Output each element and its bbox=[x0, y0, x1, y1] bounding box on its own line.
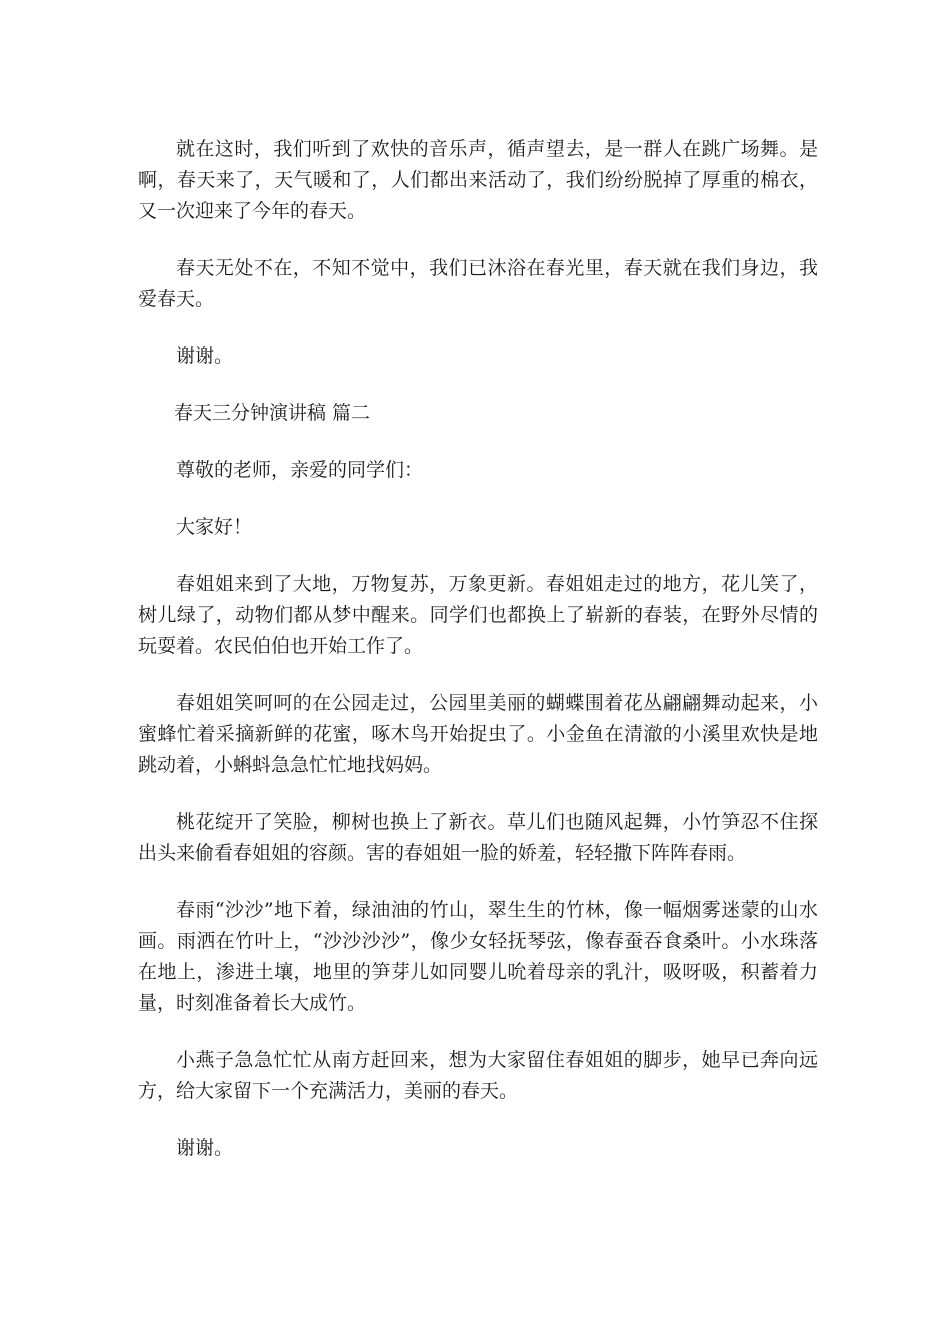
paragraph: 就在这时，我们听到了欢快的音乐声，循声望去，是一群人在跳广场舞。是啊，春天来了，天气暖和了，人们都出来活动了，我们纷纷脱掉了厚重的棉衣，又一次迎来了今年的春天。 bbox=[138, 138, 818, 222]
paragraph: 春姐姐笑呵呵的在公园走过，公园里美丽的蝴蝶围着花丛翩翩舞动起来，小蜜蜂忙着采摘新鲜的花蜜，啄木鸟开始捉虫了。小金鱼在清澈的小溪里欢快是地跳动着，小蝌蚪急急忙忙地找妈妈。 bbox=[138, 692, 818, 776]
paragraph: 春姐姐来到了大地，万物复苏，万象更新。春姐姐走过的地方，花儿笑了，树儿绿了，动物们都从梦中醒来。同学们也都换上了崭新的春装，在野外尽情的玩耍着。农民伯伯也开始工作了。 bbox=[138, 573, 818, 657]
paragraph: 春天无处不在，不知不觉中，我们已沐浴在春光里，春天就在我们身边，我爱春天。 bbox=[138, 257, 818, 310]
section-heading: 春天三分钟演讲稿 篇二 bbox=[174, 402, 371, 424]
greeting: 大家好！ bbox=[176, 516, 253, 538]
paragraph: 桃花绽开了笑脸，柳树也换上了新衣。草儿们也随风起舞，小竹笋忍不住探出头来偷看春姐姐的容颜。害的春姐姐一脸的娇羞，轻轻撒下阵阵春雨。 bbox=[138, 811, 818, 864]
paragraph: 小燕子急急忙忙从南方赶回来，想为大家留住春姐姐的脚步，她早已奔向远方，给大家留下一个充满活力，美丽的春天。 bbox=[138, 1049, 818, 1102]
paragraph: 谢谢。 bbox=[176, 345, 234, 367]
paragraph: 春雨“沙沙”地下着，绿油油的竹山，翠生生的竹林，像一幅烟雾迷蒙的山水画。雨洒在竹叶上，“沙沙沙沙”，像少女轻抚琴弦，像春蚕吞食桑叶。小水珠落在地上，渗进土壤，地里的笋芽儿如同婴儿吮着母亲的乳汁，吸呀吸，积蓄着力量，时刻准备着长大成竹。 bbox=[138, 899, 818, 1014]
salutation: 尊敬的老师，亲爱的同学们： bbox=[176, 459, 424, 481]
document-body bbox=[138, 134, 818, 1190]
closing: 谢谢。 bbox=[176, 1137, 234, 1159]
